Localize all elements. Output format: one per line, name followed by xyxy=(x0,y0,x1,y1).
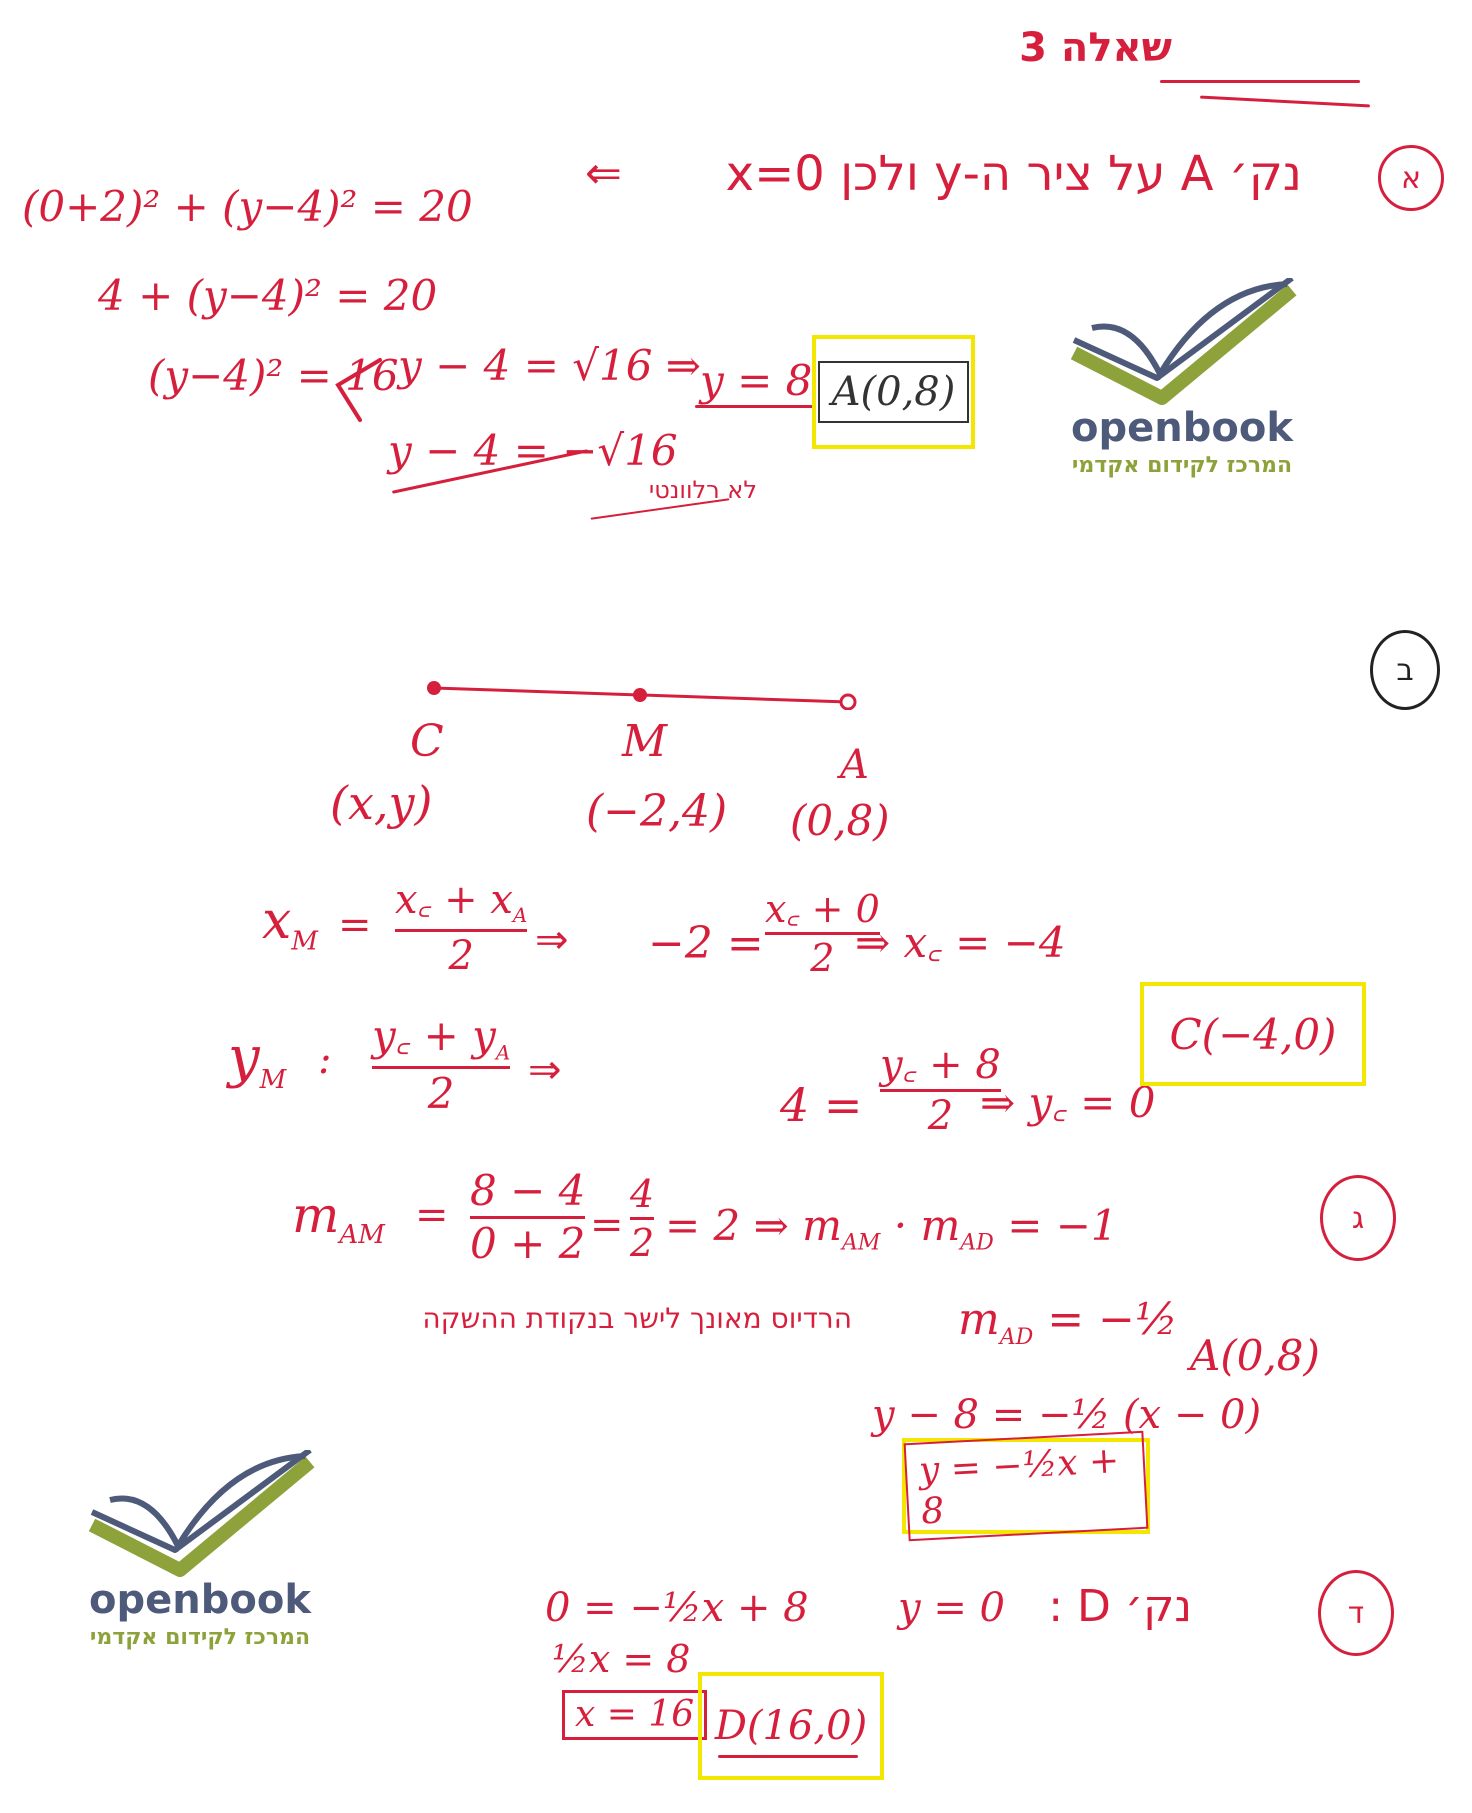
m-ad-rhs: = −½ xyxy=(1047,1294,1178,1345)
xm-numerator-text: x꜀ + x xyxy=(395,877,513,923)
logo-sub-bottom: המרכז לקידום אקדמי xyxy=(89,1625,311,1650)
m-product-sub2: AD xyxy=(960,1230,994,1256)
ym-numerator-sub: A xyxy=(495,1040,511,1065)
xm-result: ⇒ x꜀ = −4 xyxy=(855,918,1066,967)
part-c-line-eq: y − 8 = −½ (x − 0) xyxy=(872,1392,1262,1438)
ym-numerator xyxy=(372,1011,511,1065)
part-d-y-zero: y = 0 xyxy=(898,1585,1005,1631)
logo-sub-top: המרכז לקידום אקדמי xyxy=(1071,453,1293,478)
m-am-frac2-bar xyxy=(630,1217,654,1220)
m-product-sub1: AM xyxy=(841,1230,881,1256)
point-m-coords: (−2,4) xyxy=(586,786,728,837)
part-d-eq3: x = 16 xyxy=(575,1694,695,1735)
xm-fraction-bar xyxy=(395,929,527,932)
part-d-answer: D(16,0) xyxy=(714,1703,868,1749)
part-d-answer-box xyxy=(698,1672,884,1780)
xm-step-numerator: x꜀ + 0 xyxy=(765,887,880,931)
part-a-answer-box xyxy=(812,335,975,449)
m-am-frac2-numerator: 4 xyxy=(630,1172,655,1216)
m-product-dot: · m xyxy=(893,1201,961,1250)
xm-numerator-sub: A xyxy=(512,903,528,927)
xm-denominator: 2 xyxy=(448,933,474,979)
xm-numerator xyxy=(395,877,528,927)
branch1-underline xyxy=(695,405,815,408)
m-am-frac2-denominator: 2 xyxy=(630,1221,655,1265)
point-c-coords: (x,y) xyxy=(330,776,433,830)
segment-diagram xyxy=(420,670,870,710)
m-am-numerator: 8 − 4 xyxy=(470,1166,586,1215)
m-ad-line xyxy=(958,1294,1178,1350)
ym-numerator-text: y꜀ + y xyxy=(372,1011,496,1060)
part-a-branch2: y − 4 = −√16 xyxy=(388,426,678,475)
part-a-arrow: ⇐ xyxy=(585,148,622,199)
m-am-eq: = xyxy=(415,1192,449,1238)
xm-step-denominator: 2 xyxy=(810,936,835,980)
part-c-answer-inner xyxy=(904,1431,1149,1541)
part-d-underline xyxy=(718,1755,858,1758)
point-m-name: M xyxy=(622,716,668,767)
openbook-check-icon-2 xyxy=(80,1450,320,1580)
logo-word-top: openbook xyxy=(1071,405,1293,451)
m-am-fraction2 xyxy=(630,1172,655,1265)
m-product-eq: = 2 ⇒ m xyxy=(665,1201,842,1250)
m-product xyxy=(665,1201,1118,1256)
part-c-note: הרדיוס מאונך לישר בנקודת ההשקה xyxy=(422,1302,852,1335)
m-am-denominator: 0 + 2 xyxy=(470,1219,586,1268)
point-a-marker xyxy=(841,695,855,709)
ym-lhs-sub: M xyxy=(259,1065,287,1096)
xm-fraction xyxy=(395,877,528,979)
xm-lhs xyxy=(262,891,318,957)
m-am-letter: m xyxy=(292,1186,340,1244)
part-a-eq1: (0+2)² + (y−4)² = 20 xyxy=(22,182,473,231)
xm-step-lhs: −2 = xyxy=(648,918,764,969)
point-a-coords: (0,8) xyxy=(790,796,890,845)
branch-bracket xyxy=(330,345,390,425)
title-underline-2 xyxy=(1200,96,1370,108)
m-am-sub: AM xyxy=(339,1220,385,1250)
point-c-marker xyxy=(427,681,441,695)
part-d-eq1: 0 = −½x + 8 xyxy=(545,1585,809,1631)
part-a-label: א xyxy=(1378,145,1444,211)
point-a-name: A xyxy=(840,742,869,788)
part-c-point: A(0,8) xyxy=(1190,1331,1320,1380)
part-a-answer-inner xyxy=(818,361,970,423)
ym-step-denominator: 2 xyxy=(927,1093,954,1139)
ym-result: ⇒ y꜀ = 0 xyxy=(980,1078,1156,1127)
xm-lhs-letter: x xyxy=(262,891,292,951)
ym-fraction xyxy=(372,1011,511,1119)
part-b-label: ב xyxy=(1370,630,1440,710)
ym-step-lhs: 4 = xyxy=(780,1078,863,1132)
part-a-statement: נק׳ A על ציר ה-y ולכן x=0 xyxy=(725,146,1302,202)
openbook-check-icon xyxy=(1062,278,1302,408)
m-am-fraction xyxy=(470,1166,586,1268)
part-a-branch2-note: לא רלוונטי xyxy=(648,476,757,504)
xm-eq: = xyxy=(338,902,372,948)
part-d-label: ד xyxy=(1318,1570,1394,1656)
part-b-answer: C(−4,0) xyxy=(1169,1009,1337,1059)
m-product-rhs: = −1 xyxy=(1007,1201,1118,1250)
m-ad-sub: AD xyxy=(999,1324,1034,1350)
ym-lhs xyxy=(228,1025,287,1096)
point-m-marker xyxy=(633,688,647,702)
logo-word-bottom: openbook xyxy=(89,1577,311,1623)
ym-arrow: ⇒ xyxy=(528,1047,562,1093)
part-c-answer-box xyxy=(902,1438,1150,1534)
openbook-logo-bottom xyxy=(80,1450,320,1650)
part-d-statement: נק׳ D : xyxy=(1048,1581,1192,1632)
ym-eq: : xyxy=(318,1037,332,1083)
part-b-answer-box xyxy=(1140,982,1366,1086)
m-am-eq2: = xyxy=(590,1202,624,1248)
ym-lhs-letter: y xyxy=(228,1025,260,1090)
title-underline-1 xyxy=(1160,80,1360,83)
part-a-branch1-result: y = 8 xyxy=(700,356,813,405)
point-c-name: C xyxy=(410,716,444,767)
openbook-logo-top xyxy=(1062,278,1302,478)
part-c-label: ג xyxy=(1320,1175,1396,1261)
part-a-answer: A(0,8) xyxy=(831,369,956,415)
part-d-eq2: ½x = 8 xyxy=(552,1637,691,1681)
xm-lhs-sub: M xyxy=(291,926,318,957)
part-c-answer: y = −½x + 8 xyxy=(917,1440,1121,1533)
question-title: שאלה 3 xyxy=(1019,25,1172,71)
part-d-eq3-box xyxy=(562,1690,707,1740)
ym-denominator: 2 xyxy=(427,1069,455,1119)
ym-step-numerator: y꜀ + 8 xyxy=(880,1042,1001,1088)
m-ad-letter: m xyxy=(958,1294,1000,1345)
xm-arrow: ⇒ xyxy=(535,917,569,963)
m-am-lhs xyxy=(292,1186,385,1250)
part-a-branch1: y − 4 = √16 ⇒ xyxy=(398,341,701,390)
part-a-eq3: (y−4)² = 16 xyxy=(148,351,399,400)
part-a-eq2: 4 + (y−4)² = 20 xyxy=(98,271,438,320)
